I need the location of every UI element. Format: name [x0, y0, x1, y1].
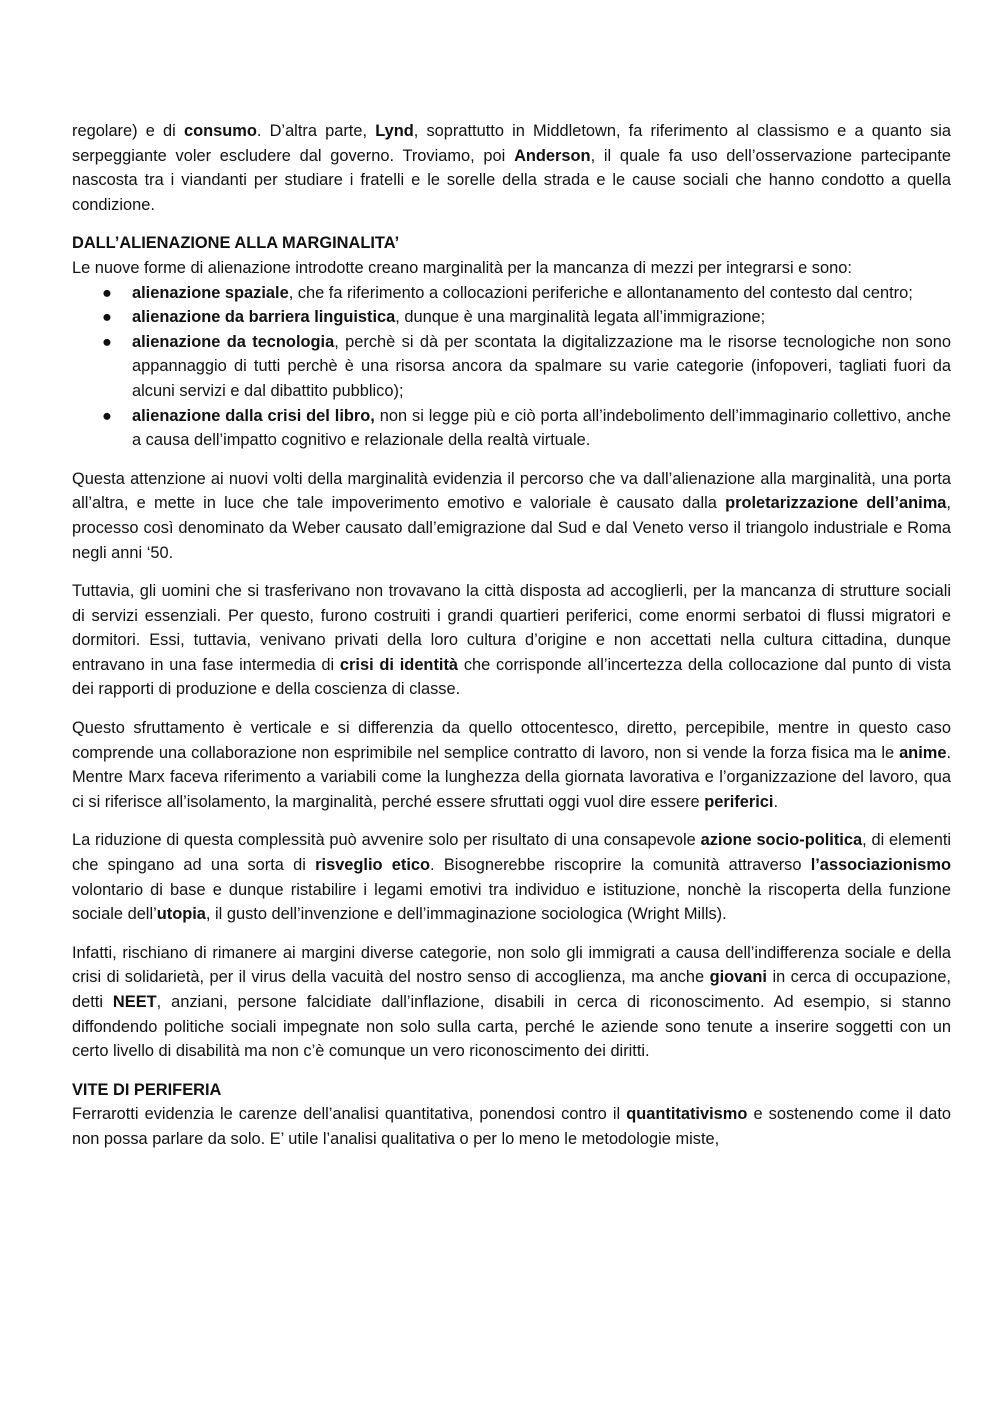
bold-term: alienazione dalla crisi del libro,: [132, 406, 375, 425]
section-alienazione: [72, 231, 951, 1063]
text-run: non si legge più e ciò porta all’indebolimento dell’immaginario collettivo, anche a causa dell’impatto cognitivo e relazionale della realtà virtuale.: [132, 406, 952, 450]
bold-term: proletarizzazione dell’anima: [725, 494, 947, 513]
text-run: Infatti, rischiano di rimanere ai margini diverse categorie, non solo gli immigrati a causa dell’indifferenza sociale e della crisi di solidarietà, per il virus della vacuità del nostro senso di accoglienza, ma anche: [72, 943, 951, 987]
section-intro-text: Le nuove forme di alienazione introdotte creano marginalità per la mancanza di mezzi per integrarsi e sono:: [72, 258, 852, 277]
text-run: e sostenendo come il dato non possa parlare da solo. E’ utile l’analisi qualitativa o per lo meno le metodologie miste,: [72, 1105, 951, 1148]
text-run: . Bisognerebbe riscoprire la comunità attraverso: [430, 856, 811, 875]
text-run: Tuttavia, gli uomini che si trasferivano non trovavano la città disposta ad accoglierli, per la mancanza di strutture sociali di servizi essenziali. Per questo, furono costruiti i grandi quartieri periferici, come enormi serbatoi di flussi migratori e dormitori. Essi, tuttavia, venivano privati della loro cultura d’origine e non accettati nella cultura cittadina, dunque entravano in una fase intermedia di: [72, 582, 951, 674]
list-item-text: [132, 407, 951, 450]
bold-term: alienazione da tecnologia: [132, 332, 335, 351]
text-run: .: [773, 792, 779, 811]
text-run: , anziani, persone falcidiate dall’inflazione, disabili in cerca di riconoscimento. Ad esempio, si stanno diffondendo politiche sociali impegnate non solo sulla carta, perché le aziende sono tenute a inserire soggetti con un certo livello di disabilità ma non c’è comunque un vero riconoscimento dei diritti.: [72, 993, 951, 1061]
bold-term: alienazione da barriera linguistica: [132, 308, 396, 327]
text-run: , di elementi che spingano ad una sorta di: [72, 831, 952, 875]
list-item: [72, 281, 951, 306]
bold-term: anime: [899, 743, 947, 762]
text-run: , dunque è una marginalità legata all’immigrazione;: [395, 308, 766, 327]
text-run: , perchè si dà per scontata la digitalizzazione ma le risorse tecnologiche non sono appannaggio di tutti perchè è una risorsa ancora da spalmare su varie categorie (infopoveri, tagliati fuori da alcuni servizi e dal dibattito pubblico);: [132, 332, 951, 400]
text-run: , il gusto dell’invenzione e dell’immaginazione sociologica (Wright Mills).: [205, 905, 727, 924]
bold-term: quantitativismo: [626, 1105, 748, 1124]
text-run: . D’altra parte,: [256, 122, 376, 140]
list-item-text: [132, 284, 913, 302]
text-run: volontario di base e dunque ristabilire i legami emotivi tra individuo e istituzione, nonchè la riscoperta della funzione sociale dell’: [72, 880, 951, 924]
bold-term: Lynd: [375, 122, 414, 140]
section-periferia: [72, 1078, 951, 1152]
list-item: [72, 404, 951, 453]
text-run: . Mentre Marx faceva riferimento a variabili come la lunghezza della giornata lavorativa e l’organizzazione del lavoro, qua ci si riferisce all’isolamento, la marginalità, perché essere sfruttati oggi vuol dire essere: [72, 743, 951, 811]
bullet-icon: ●: [102, 406, 112, 425]
body-paragraph: [72, 579, 951, 702]
text-run: in cerca di occupazione, detti: [72, 968, 951, 1011]
bold-term: l’associazionismo: [810, 856, 951, 875]
document-page: [72, 119, 951, 1166]
bold-term: giovani: [709, 968, 767, 987]
bold-term: azione socio-politica: [700, 831, 863, 850]
bold-term: consumo: [184, 122, 257, 140]
bold-term: periferici: [704, 792, 774, 811]
body-paragraph: [72, 828, 951, 926]
text-run: , soprattutto in Middletown, fa riferimento al classismo e a quanto sia serpeggiante voler escludere dal governo. Troviamo, poi: [72, 122, 951, 165]
list-item-text: [132, 333, 951, 400]
text-run: , che fa riferimento a collocazioni periferiche e allontanamento del contesto dal centro;: [288, 283, 913, 302]
bold-term: NEET: [112, 993, 157, 1011]
bold-term: utopia: [156, 905, 206, 924]
list-item-text: [132, 308, 765, 326]
bold-term: alienazione spaziale: [132, 283, 289, 302]
body-paragraph: [72, 716, 951, 814]
text-run: regolare) e di: [72, 122, 184, 140]
text-run: La riduzione di questa complessità può avvenire solo per risultato di una consapevole: [72, 831, 701, 850]
section-heading-periferia: VITE DI PERIFERIA: [72, 1080, 222, 1099]
list-item: [72, 330, 951, 404]
text-run: , il quale fa uso dell’osservazione partecipante nascosta tra i viandanti per studiare i fratelli e le sorelle della strada e le cause sociali che hanno condotto a quella condizione.: [72, 146, 951, 214]
bold-term: Anderson: [514, 146, 591, 165]
text-run: Ferrarotti evidenzia le carenze dell’analisi quantitativa, ponendosi contro il: [72, 1105, 627, 1124]
text-run: che corrisponde all’incertezza della collocazione dal punto di vista dei rapporti di produzione e della coscienza di classe.: [72, 655, 952, 699]
section-heading-alienazione: DALL’ALIENAZIONE ALLA MARGINALITA’: [72, 234, 400, 253]
body-paragraph: [72, 1102, 951, 1151]
alienation-list: [72, 281, 951, 453]
bullet-icon: ●: [102, 283, 112, 302]
bold-term: risveglio etico: [315, 856, 431, 875]
intro-paragraph: [72, 119, 951, 217]
bold-term: crisi di identità: [339, 655, 459, 674]
bullet-icon: ●: [102, 332, 112, 351]
bullet-icon: ●: [102, 308, 112, 327]
text-run: , processo così denominato da Weber causato dall’emigrazione dal Sud e dal Veneto verso il triangolo industriale e Roma negli anni ‘50.: [72, 494, 951, 562]
body-paragraph: [72, 941, 951, 1064]
text-run: Questa attenzione ai nuovi volti della marginalità evidenzia il percorso che va dall’alienazione alla marginalità, una porta all’altra, e mette in luce che tale impoverimento emotivo e valoriale è causato dalla: [72, 469, 951, 513]
list-item: [72, 305, 951, 330]
body-paragraph: [72, 467, 951, 565]
text-run: Questo sfruttamento è verticale e si differenzia da quello ottocentesco, diretto, percepibile, mentre in questo caso comprende una collaborazione non esprimibile nel semplice contratto di lavoro, non si vende la forza fisica ma le: [72, 719, 951, 762]
